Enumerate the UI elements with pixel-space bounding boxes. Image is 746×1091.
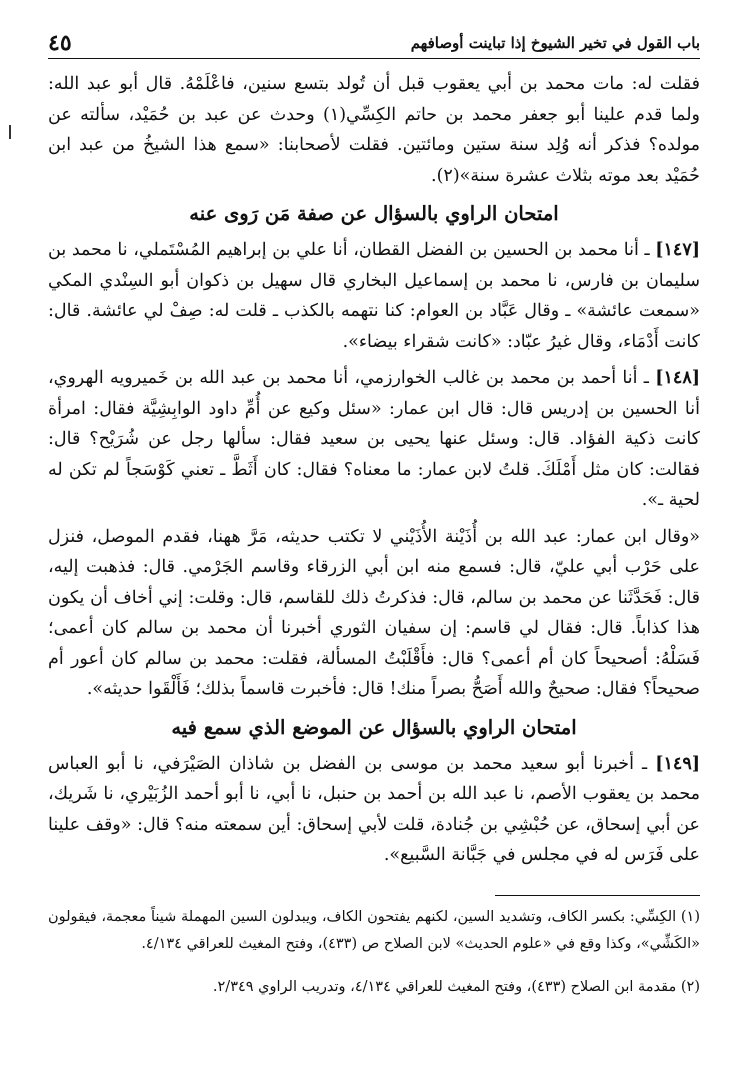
- footnote-separator: [495, 895, 700, 896]
- page: [48, 30, 700, 1001]
- footnote-2: (٢) مقدمة ابن الصلاح (٤٣٣)، وفتح المغيث للعراقي ٤/١٣٤، وتدريب الراوي ٢/٣٤٩.: [212, 978, 700, 995]
- margin-tick: [9, 125, 11, 139]
- paragraph-147: [48, 235, 700, 357]
- paragraph-text: ـ أنا أحمد بن محمد بن غالب الخوارزمي، أنا محمد بن عبد الله بن خَميرويه الهروي، أنا الحسين بن إدريس قال: قال ابن عمار: «سئل وكيع عن أُمِّ داود الوابِشِيَّة فقال: امرأة كانت ذكية الفؤاد. قال: وسئل عنها يحيى بن سعيد فقال: سألها رجل عن شُرَيْح؟ قال: فقالت: كان مثل أَمْلَكَ. قلتُ لابن عمار: ما معناه؟ فقال: كان أَثَطَّ ـ تعني كَوْسَجاً لم تكن له لحية ـ».: [48, 368, 700, 510]
- paragraph-148: [48, 363, 700, 516]
- page-number: ٤٥: [48, 30, 72, 56]
- section-heading-2: امتحان الراوي بالسؤال عن الموضع الذي سمع فيه: [171, 715, 577, 739]
- hadith-number: [١٤٩]: [655, 753, 700, 774]
- paragraph-text: ـ أخبرنا أبو سعيد محمد بن موسى بن الفضل بن شاذان الصَيْرَفي، نا أبو العباس محمد بن يعقوب الأصم، نا عبد الله بن أحمد بن حنبل، نا أبي، نا أبو أحمد الزُبَيْري، نا شَريك، عن أبي إسحاق، عن حُبْشِي بن جُنادة، قلت لأبي إسحاق: أين سمعته منه؟ قال: «وقف علينا على فَرَس له في مجلس في جَبَّانة السَّبيع».: [48, 753, 700, 865]
- paragraph-text: ـ أنا محمد بن الحسين بن الفضل القطان، أنا علي بن إبراهيم المُسْتَملي، نا محمد بن سليمان بن فارس، نا محمد بن إسماعيل البخاري قال سهيل بن ذكوان أبو السِنْدي المكي «سمعت عائشة» ـ وقال عَبَّاد بن العوام: كنا نتهمه بالكذب ـ قلت له: صِفْ لي عائشة. قال: كانت أَدْمَاء، وقال غيرُ عبّاد: «كانت شقراء بيضاء».: [48, 240, 700, 352]
- footnote-1: (١) الكِسِّي: بكسر الكاف، وتشديد السين، لكنهم يفتحون الكاف، ويبدلون السين المهملة شيناً معجمة، فيقولون «الكَشِّي»، وكذا وقع في «علوم الحديث» لابن الصلاح ص (٤٣٣)، وفتح المغيث للعراقي ٤/١٣٤.: [48, 908, 700, 952]
- paragraph-149: [48, 749, 700, 871]
- hadith-number: [١٤٨]: [655, 368, 700, 388]
- paragraph-intro: فقلت له: مات محمد بن أبي يعقوب قبل أن تُولد بتسع سنين، فاعْلَمْهُ. قال أبو عبد الله: ولما قدم علينا أبو جعفر محمد بن حاتم الكِسِّي(١) وحدث عن عبد بن حُمَيْد، سألته عن مولده؟ فذكر أنه وُلِد سنة ستين ومائتين. فقلت لأصحابنا: «سمع هذا الشيخُ من عبد ابن حُمَيْد بعد موته بثلاث عشرة سنة»(٢).: [48, 74, 700, 186]
- paragraph-148-continued: «وقال ابن عمار: عبد الله بن أُذَيْنة الأُذَيْني لا تكتب حديثه، مَرَّ ههنا، فقدم الموصل، فنزل على حَرْب أبي عليّ، قال: فسمع منه ابن أبي الزرقاء وقاسم الجَرْمي. قال: فذهبت إليه، قال: فَحَدَّثَنا عن محمد بن سالم، قال: فذكرتُ ذلك للقاسم، قال: وقلت: إني أخاف أن يكون هذا كذاباً. قال: فقال لي قاسم: إن سفيان الثوري أخبرنا أن محمد بن سالم كان أعمى؛ فَسَلْهُ: أصحيحاً كان أم أعمى؟ قال: فأَقْلَبْتُ المسألة، فقلت: محمد بن سالم كان أعور أم صحيحاً؟ فقال: صحيحٌ والله أَصَحُّ بصراً منك! قال: فأخبرت قاسماً بذلك؛ فَأَلْقَوا حديثه».: [48, 526, 700, 699]
- running-title: باب القول في تخير الشيوخ إذا تباينت أوصافهم: [410, 34, 700, 52]
- running-header: [48, 30, 700, 59]
- section-heading-1: امتحان الراوي بالسؤال عن صفة مَن رَوى عنه: [189, 202, 559, 225]
- hadith-number: [١٤٧]: [655, 240, 700, 260]
